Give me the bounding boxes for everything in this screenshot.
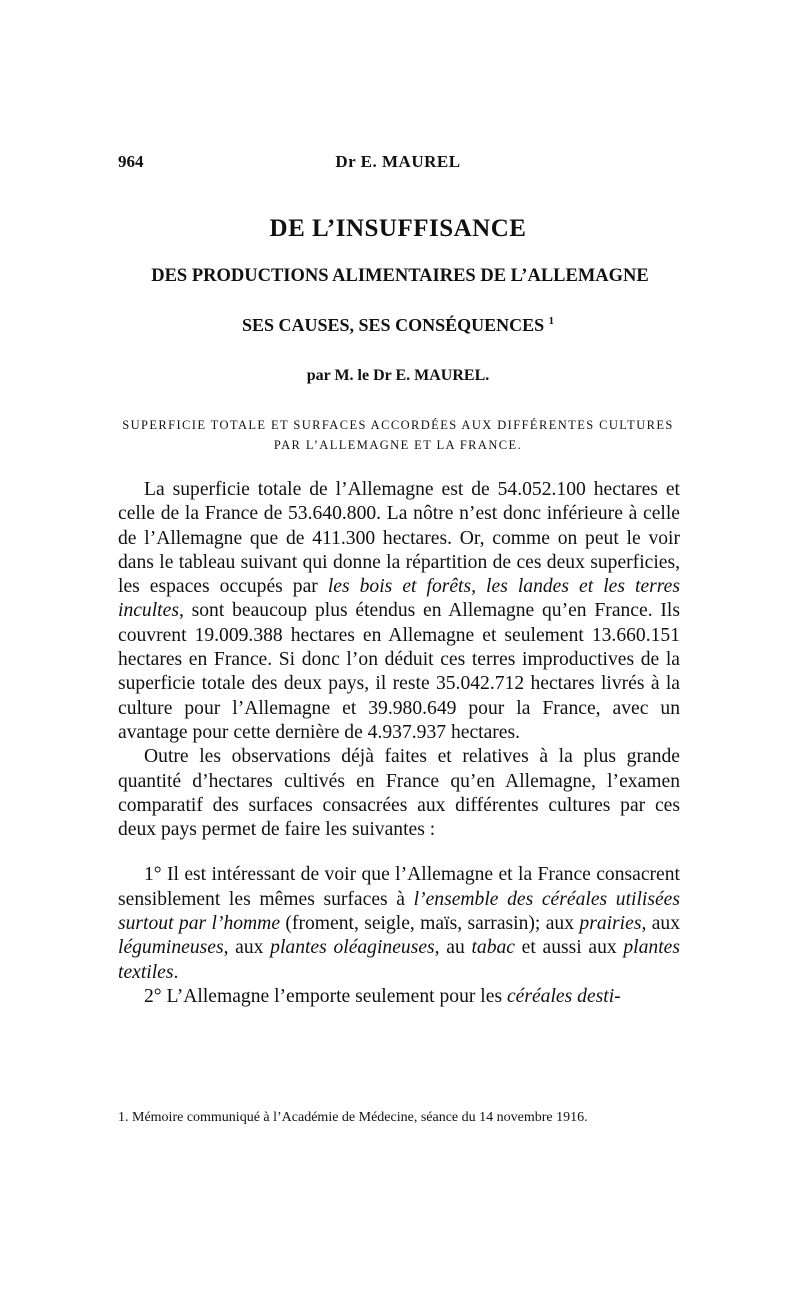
paragraph-3-italic-3: légumineuses [118,937,224,959]
paragraph-3-italic-2: prairies [579,913,642,935]
paragraph-3-italic-5: tabac [471,937,515,959]
paragraph-3-text-e: , au [434,937,472,959]
article-title: DE L’INSUFFISANCE [269,215,527,242]
paragraph-3-text-f: et aussi aux [514,937,624,959]
body-text [118,478,680,1009]
article-subtitle: DES PRODUCTIONS ALIMENTAIRES DE L’ALLEMAGNE [151,266,649,286]
paragraph-4 [118,985,680,1009]
paragraph-3-text-d: , aux [223,937,271,959]
page-number: 964 [118,152,144,171]
section-heading [112,415,684,455]
paragraph-3-text-c: , aux [641,913,681,935]
running-head [118,152,678,176]
paragraph-1 [118,478,680,745]
paragraph-1-italic: les bois et forêts, les landes et les terres incultes, [118,576,680,622]
paragraph-3-italic-4: plantes oléagineuses [270,937,435,959]
paragraph-3-text-g: . [173,961,179,983]
paragraph-3-text-b: (froment, seigle, maïs, sarrasin); aux [280,913,580,935]
paragraph-3 [118,863,680,984]
running-title: Dr E. MAUREL [335,152,461,171]
footnote: 1. Mémoire communiqué à l’Académie de Médecine, séance du 14 novembre 1916. [118,1110,588,1125]
article-byline: par M. le Dr E. MAUREL. [306,367,490,384]
paragraph-4-text-a: 2° L’Allemagne l’emporte seulement pour les [144,985,507,1007]
article-subtitle-2-text: SES CAUSES, SES CONSÉQUENCES [241,315,545,335]
paragraph-3-italic-6: plantes textiles [118,937,680,983]
paragraph-4-italic: céréales desti- [506,985,621,1007]
section-heading-line-1: SUPERFICIE TOTALE ET SURFACES ACCORDÉES AUX DIFFÉRENTES CULTURES [122,418,674,432]
paragraph-3-italic-1: l’ensemble des céréales utilisées surtout par l’homme [118,888,680,935]
section-heading-line-2: PAR L’ALLEMAGNE ET LA FRANCE. [273,438,523,452]
paragraph-3-text-a: 1° Il est intéressant de voir que l’Allemagne et la France consacrent sensiblement les mêmes surfaces à [118,864,680,910]
footnote-marker: 1 [548,315,555,327]
article-subtitle-2 [118,315,678,336]
paragraph-2: Outre les observations déjà faites et relatives à la plus grande quantité d’hectares cultivés en France qu’en Allemagne, l’examen comparatif des surfaces consacrées aux différentes cultures par ces deux pays permet de faire les suivantes : [118,746,680,841]
paragraph-1-text-b: sont beaucoup plus étendus en Allemagne qu’en France. Ils couvrent 19.009.388 hectares en Allemagne et seulement 13.660.151 hectares en France. Si donc l’on déduit ces terres improductives de la superficie totale des deux pays, il reste 35.042.712 hectares livrés à la culture pour l’Allemagne et 39.980.649 pour la France, avec un avantage pour cette dernière de 4.937.937 hectares. [118,600,680,743]
paragraph-1-text-a: La superficie totale de l’Allemagne est de 54.052.100 hectares et celle de la France de 53.640.800. La nôtre n’est donc inférieure à celle de l’Allemagne que de 411.300 hectares. Or, comme on peut le voir dans le tableau suivant qui donne la répartition de ces deux superficies, les espaces occupés par [118,479,680,598]
